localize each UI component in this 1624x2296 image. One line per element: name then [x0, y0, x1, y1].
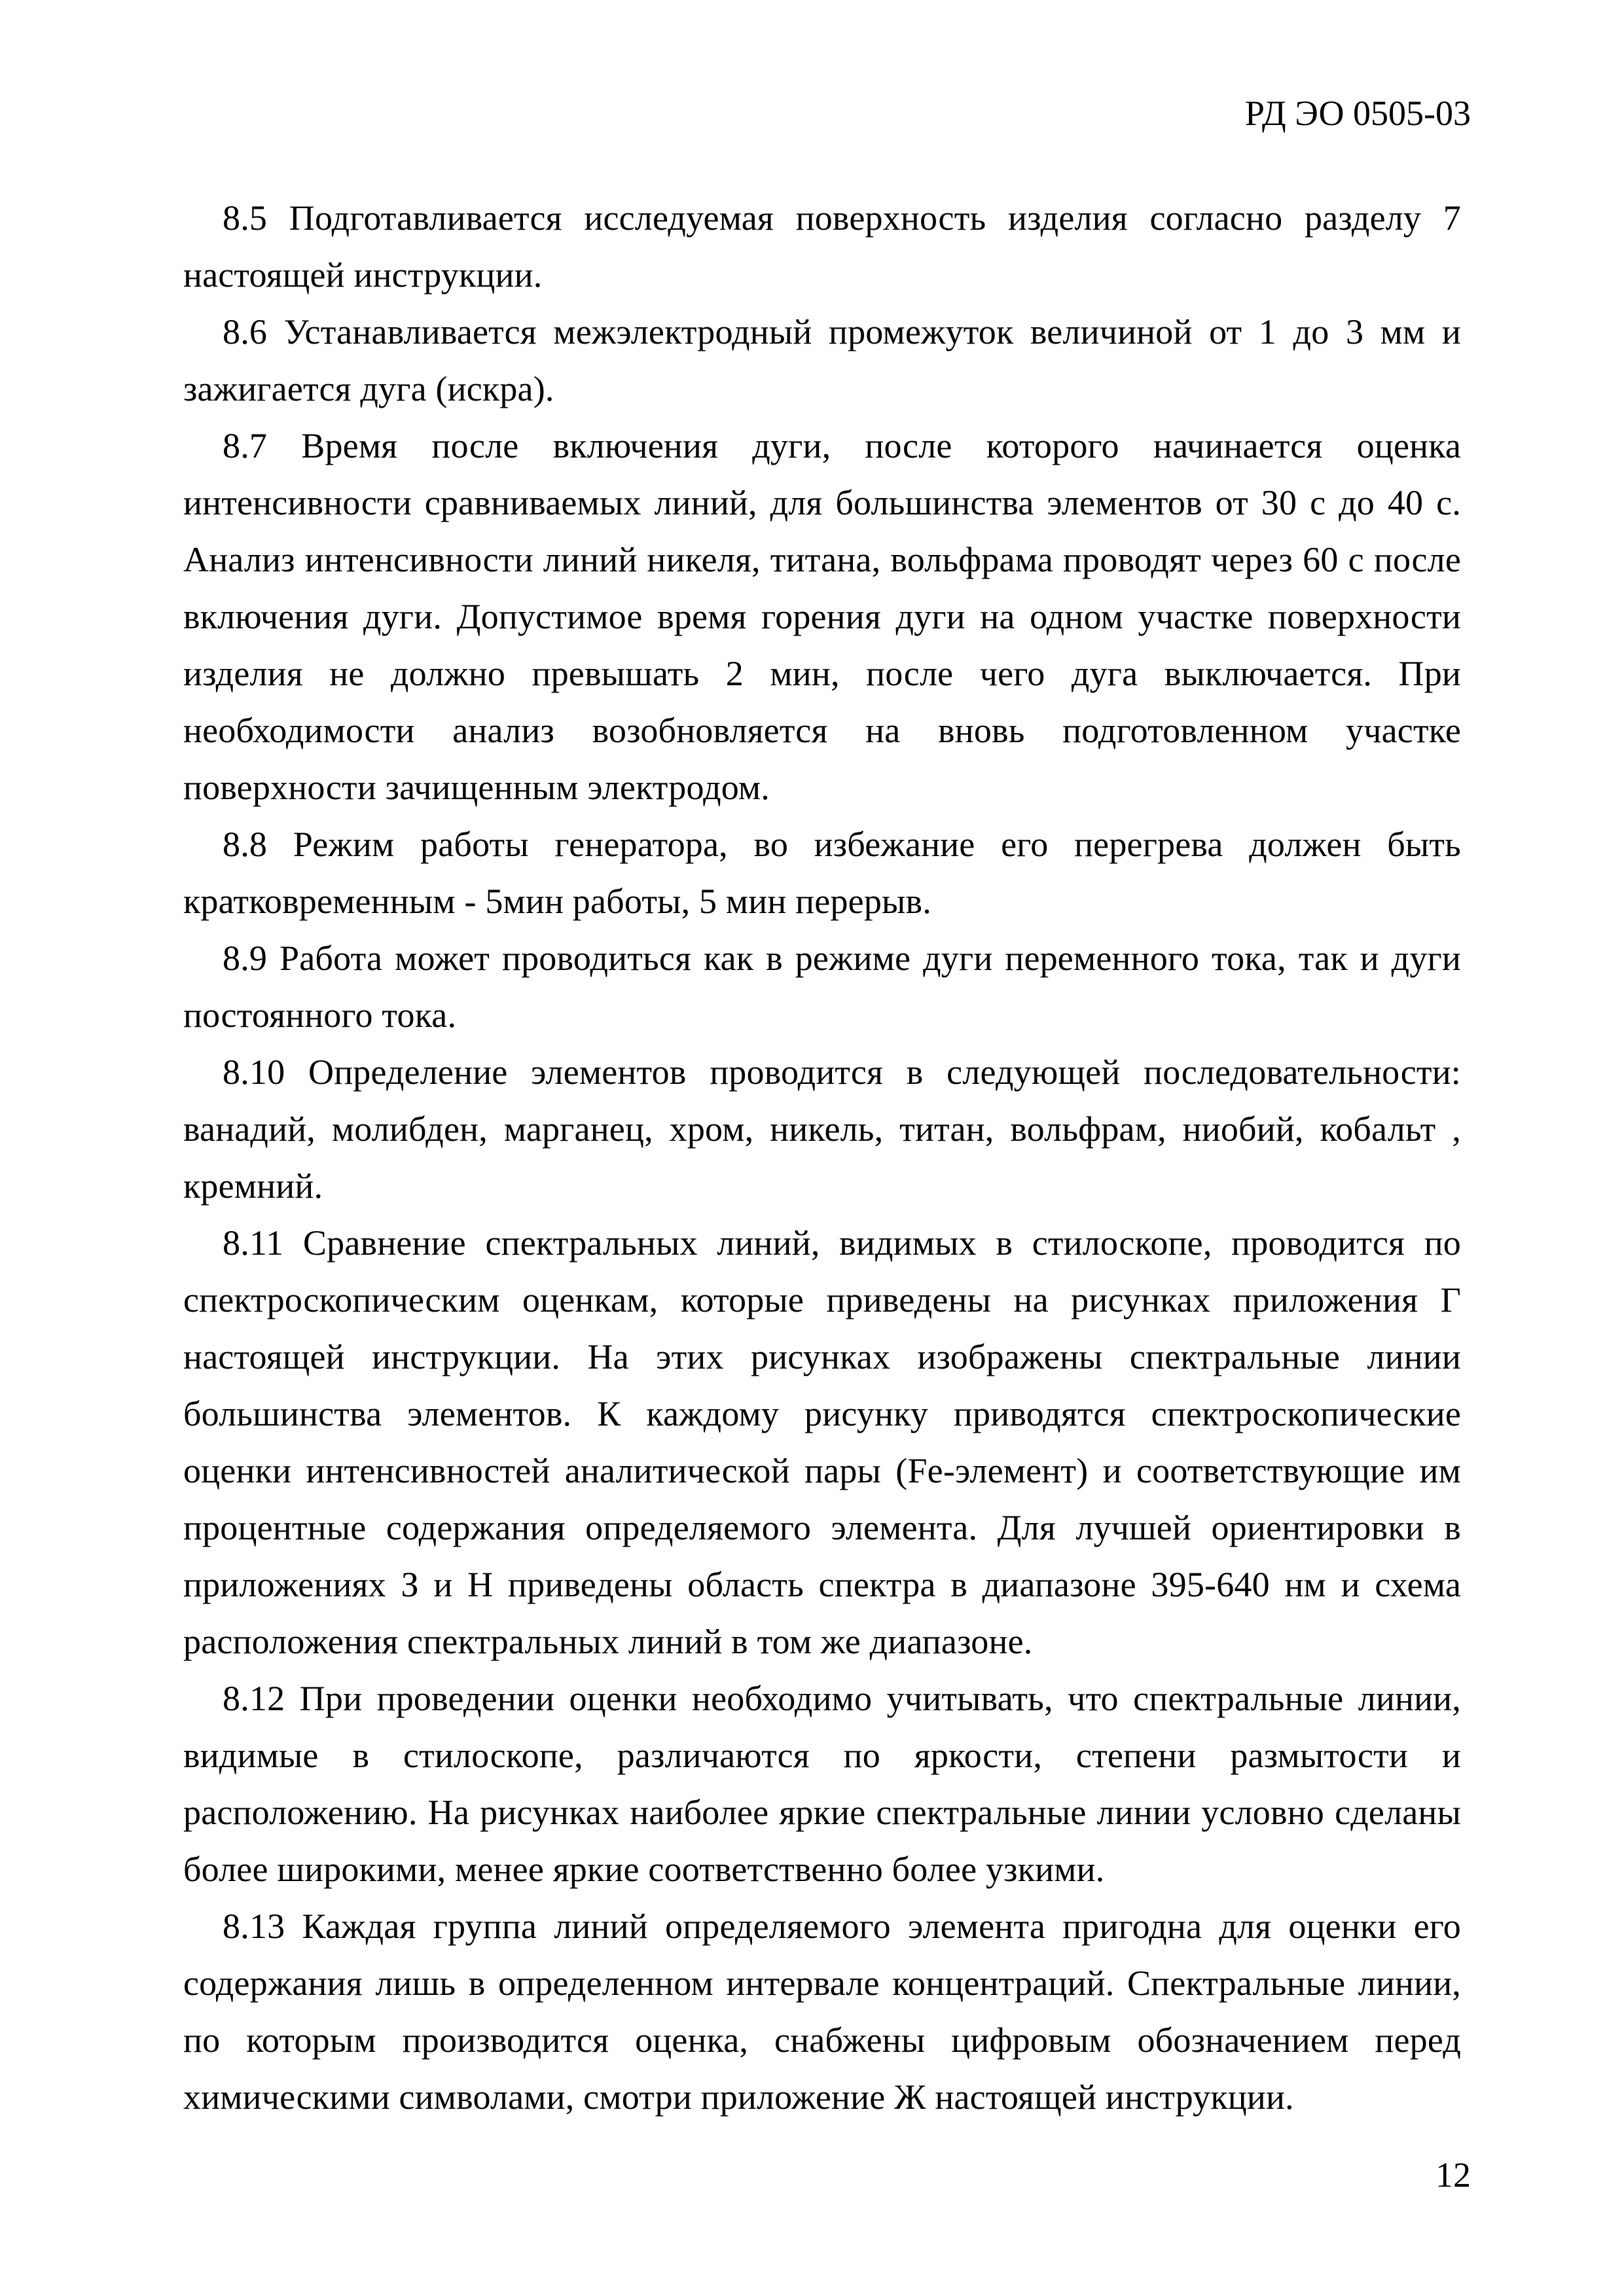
paragraph-8-11: 8.11 Сравнение спектральных линий, видимых в стилоскопе, проводится по спектроскопическим оценкам, которые приведены на рисунках приложения Г настоящей инструкции. На этих рисунках изображены спектральные линии большинства элементов. К каждому рисунку приводятся спектроскопические оценки интенсивностей аналитической пары (Fe-элемент) и соответствующие им процентные содержания определяемого элемента. Для лучшей ориентировки в приложениях З и Н приведены область спектра в диапазоне 395-640 нм и схема расположения спектральных линий в том же диапазоне.: [183, 1223, 1461, 1661]
document-body: [183, 190, 1461, 2126]
document-footer: [183, 2155, 1471, 2195]
paragraph-8-9: 8.9 Работа может проводиться как в режиме дуги переменного тока, так и дуги постоянного тока.: [183, 939, 1461, 1035]
paragraph-8-8: 8.8 Режим работы генератора, во избежание его перегрева должен быть кратковременным - 5мин работы, 5 мин перерыв.: [183, 825, 1461, 921]
paragraph-8-12: 8.12 При проведении оценки необходимо учитывать, что спектральные линии, видимые в стилоскопе, различаются по яркости, степени размытости и расположению. На рисунках наиболее яркие спектральные линии условно сделаны более широкими, менее яркие соответственно более узкими.: [183, 1679, 1461, 1889]
paragraph-8-6: 8.6 Устанавливается межэлектродный промежуток величиной от 1 до 3 мм и зажигается дуга (искра).: [183, 312, 1461, 408]
paragraph-8-5: 8.5 Подготавливается исследуемая поверхность изделия согласно разделу 7 настоящей инструкции.: [183, 198, 1461, 295]
paragraph-8-13: 8.13 Каждая группа линий определяемого элемента пригодна для оценки его содержания лишь в определенном интервале концентраций. Спектральные линии, по которым производится оценка, снабжены цифровым обозначением перед химическими символами, смотри приложение Ж настоящей инструкции.: [183, 1907, 1461, 2117]
paragraph-8-7: 8.7 Время после включения дуги, после которого начинается оценка интенсивности сравниваемых линий, для большинства элементов от 30 с до 40 с. Анализ интенсивности линий никеля, титана, вольфрама проводят через 60 с после включения дуги. Допустимое время горения дуги на одном участке поверхности изделия не должно превышать 2 мин, после чего дуга выключается. При необходимости анализ возобновляется на вновь подготовленном участке поверхности зачищенным электродом.: [183, 426, 1461, 807]
page-number: 12: [1435, 2155, 1471, 2195]
document-header: [183, 93, 1471, 134]
document-code: РД ЭО 0505-03: [1244, 94, 1471, 133]
paragraph-8-10: 8.10 Определение элементов проводится в следующей последовательности: ванадий, молибден, марганец, хром, никель, титан, вольфрам, ниобий, кобальт , кремний.: [183, 1052, 1461, 1206]
